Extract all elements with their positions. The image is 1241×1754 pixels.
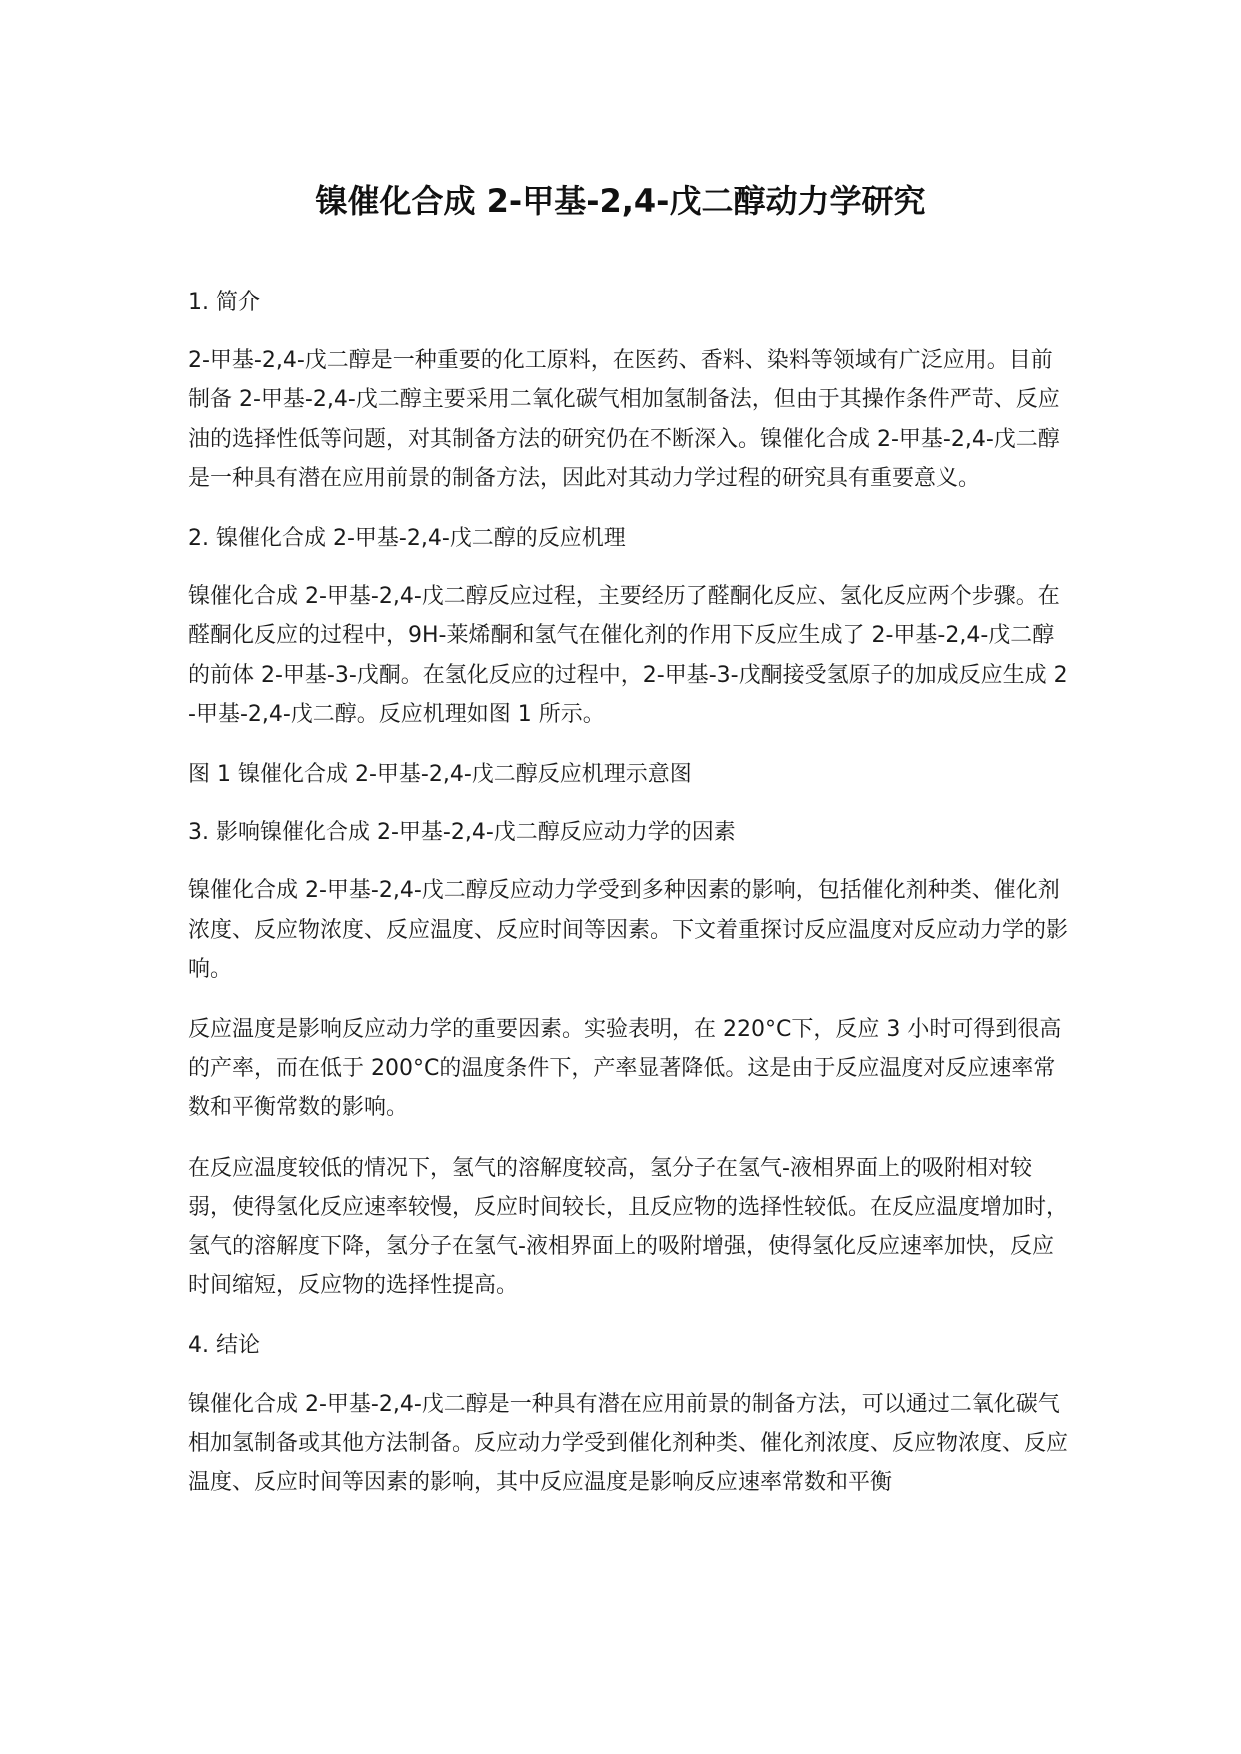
section-2-paragraph: 镍催化合成 2-甲基-2,4-戊二醇反应过程，主要经历了醛酮化反应、氢化反应两个步骤。在醛酮化反应的过程中，9H-莱烯酮和氢气在催化剂的作用下反应生成了 2-甲基-2,4-戊二醇的前体 2-甲基-3-戊酮。在氢化反应的过程中，2-甲基-3-戊酮接受氢原子的加成反应生成 2-甲基-2,4-戊二醇。反应机理如图 1 所示。 bbox=[188, 584, 1068, 727]
document-title: 镍催化合成 2-甲基-2,4-戊二醇动力学研究 bbox=[315, 182, 926, 220]
section-3-paragraph-1: 镍催化合成 2-甲基-2,4-戊二醇反应动力学受到多种因素的影响，包括催化剂种类、催化剂浓度、反应物浓度、反应温度、反应时间等因素。下文着重探讨反应温度对反应动力学的影响。 bbox=[188, 878, 1069, 982]
section-4-paragraph: 镍催化合成 2-甲基-2,4-戊二醇是一种具有潜在应用前景的制备方法，可以通过二氧化碳气相加氢制备或其他方法制备。反应动力学受到催化剂种类、催化剂浓度、反应物浓度、反应温度、反应时间等因素的影响，其中反应温度是影响反应速率常数和平衡 bbox=[188, 1391, 1069, 1496]
section-2-heading: 2. 镍催化合成 2-甲基-2,4-戊二醇的反应机理 bbox=[188, 526, 626, 552]
document-body bbox=[188, 283, 1068, 1523]
section-4-heading: 4. 结论 bbox=[188, 1333, 260, 1359]
figure-1-caption: 图 1 镍催化合成 2-甲基-2,4-戊二醇反应机理示意图 bbox=[188, 762, 692, 788]
section-1-paragraph: 2-甲基-2,4-戊二醇是一种重要的化工原料，在医药、香料、染料等领域有广泛应用。目前制备 2-甲基-2,4-戊二醇主要采用二氧化碳气相加氢制备法，但由于其操作条件严苛、反应油的选择性低等问题，对其制备方法的研究仍在不断深入。镍催化合成 2-甲基-2,4-戊二醇是一种具有潜在应用前景的制备方法，因此对其动力学过程的研究具有重要意义。 bbox=[188, 348, 1060, 491]
section-3-heading: 3. 影响镍催化合成 2-甲基-2,4-戊二醇反应动力学的因素 bbox=[188, 820, 736, 846]
section-3-paragraph-2: 反应温度是影响反应动力学的重要因素。实验表明，在 220°C下，反应 3 小时可得到很高的产率，而在低于 200°C的温度条件下，产率显著降低。这是由于反应温度对反应速率常数和平衡常数的影响。 bbox=[188, 1017, 1062, 1121]
section-3-paragraph-3: 在反应温度较低的情况下，氢气的溶解度较高，氢分子在氢气-液相界面上的吸附相对较弱，使得氢化反应速率较慢，反应时间较长，且反应物的选择性较低。在反应温度增加时，氢气的溶解度下降，氢分子在氢气-液相界面上的吸附增强，使得氢化反应速率加快，反应时间缩短，反应物的选择性提高。 bbox=[188, 1155, 1069, 1299]
section-1-heading: 1. 简介 bbox=[188, 290, 260, 315]
